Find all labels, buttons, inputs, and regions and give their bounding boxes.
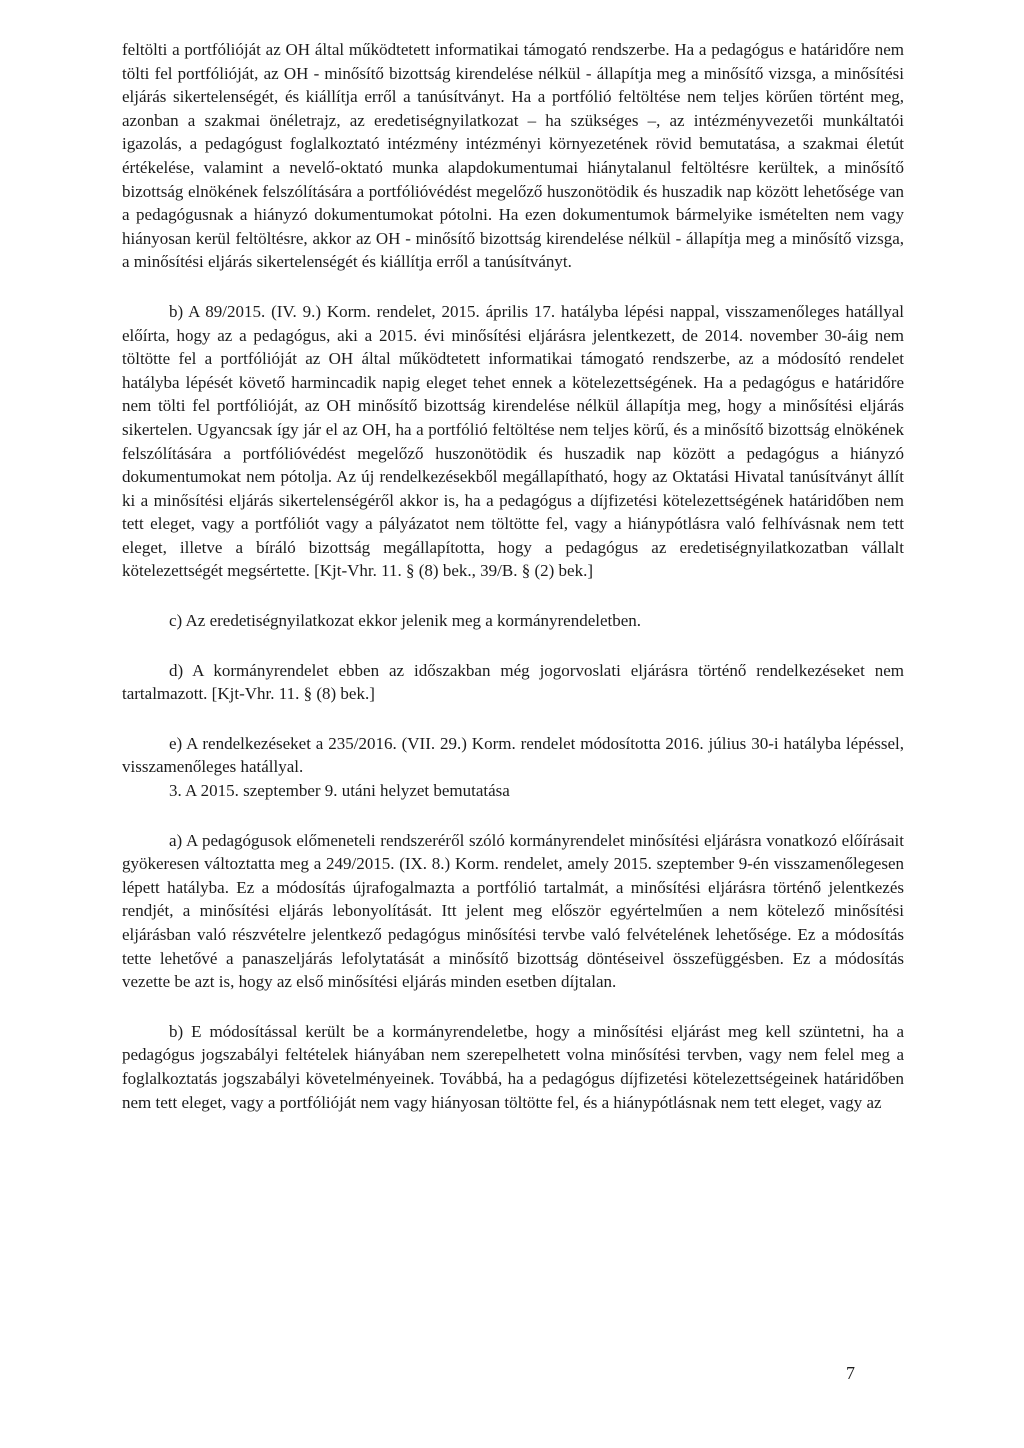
section-heading: 3. A 2015. szeptember 9. utáni helyzet bemutatása xyxy=(169,781,510,801)
section-paragraph-a: a) A pedagógusok előmeneteli rendszeréről szóló kormányrendelet minősítési eljárásra vonatkozó előírásait gyökeresen változtatta meg a 249/2015. (IX. 8.) Korm. rendelet, amely 2015. szeptember 9-én visszamenőlegesen lépett hatályba. Ez a módosítás újrafogalmazta a portfólió tartalmát, a minősítési eljárásra történő jelentkezés rendjét, a minősítési eljárás lebonyolítását. Itt jelent meg először egyértelműen a nem kötelező minősítési eljárásban való részvételre jelentkező pedagógus minősítési tervbe való felvételének lehetősége. Ez a módosítás tette lehetővé a panaszeljárás lefolytatását a minősítő bizottság döntéseivel összefüggésben. Ez a módosítás vezette be azt is, hogy az első minősítési eljárás minden esetben díjtalan. xyxy=(122,830,904,992)
section-paragraph-b: b) E módosítással került be a kormányrendeletbe, hogy a minősítési eljárást meg kell szüntetni, ha a pedagógus jogszabályi feltételek hiányában nem szerepelhetett volna minősítési tervben, vagy nem felel meg a foglalkoztatás jogszabályi követelményeinek. Továbbá, ha a pedagógus díjfizetési kötelezettségeinek határidőben nem tett eleget, vagy a portfólióját nem vagy hiányosan töltötte fel, és a hiánypótlásnak nem tett eleget, vagy az xyxy=(122,1021,904,1112)
document-page xyxy=(122,38,904,1114)
paragraph-c: c) Az eredetiségnyilatkozat ekkor jelenik meg a kormányrendeletben. xyxy=(169,611,642,631)
paragraph-d: d) A kormányrendelet ebben az időszakban még jogorvoslati eljárásra történő rendelkezéseket nem tartalmazott. [Kjt-Vhr. 11. § (8) bek.] xyxy=(122,660,904,704)
page-number: 7 xyxy=(846,1363,855,1383)
paragraph-b: b) A 89/2015. (IV. 9.) Korm. rendelet, 2015. április 17. hatályba lépési nappal, visszamenőleges hatállyal előírta, hogy az a pedagógus, aki a 2015. évi minősítési eljárásra jelentkezett, de 2014. november 30-áig nem töltötte fel a portfólióját az OH által működtetett informatikai támogató rendszerbe, az a módosító rendelet hatályba lépését követő harmincadik napig eleget tehet ennek a kötelezettségének. Ha a pedagógus e határidőre nem tölti fel portfólióját, az OH minősítő bizottság kirendelése nélkül állapítja meg, hogy a minősítési eljárás sikertelen. Ugyancsak így jár el az OH, ha a portfólió feltöltése nem teljes körű, és a minősítő bizottság elnökének felszólítására a portfólióvédést megelőző huszonötödik és huszadik nap között a pedagógus a hiányzó dokumentumokat nem pótolja. Az új rendelkezésekből megállapítható, hogy az Oktatási Hivatal tanúsítványt állít ki a minősítési eljárás sikertelenségéről akkor is, ha a pedagógus a díjfizetési kötelezettségének határidőben nem tett eleget, vagy a portfóliót vagy a pályázatot nem töltötte fel, vagy a hiánypótlásra való felhívásnak nem tett eleget, illetve a bíráló bizottság megállapította, hogy a pedagógus az eredetiségnyilatkozatban vállalt kötelezettségét megsértette. [Kjt-Vhr. 11. § (8) bek., 39/B. § (2) bek.] xyxy=(122,301,904,581)
paragraph-e: e) A rendelkezéseket a 235/2016. (VII. 29.) Korm. rendelet módosította 2016. július 30-i hatályba lépéssel, visszamenőleges hatállyal. xyxy=(122,733,904,777)
paragraph-continuation: feltölti a portfólióját az OH által működtetett informatikai támogató rendszerbe. Ha a pedagógus e határidőre nem tölti fel portfólióját, az OH - minősítő bizottság kirendelése nélkül - állapítja meg a minősítő vizsga, a minősítési eljárás sikertelenségét, és kiállítja erről a tanúsítványt. Ha a portfólió feltöltése nem teljes körűen történt meg, azonban a szakmai önéletrajz, az eredetiségnyilatkozat – ha szükséges –, az intézményvezetői munkáltatói igazolás, a pedagógust foglalkoztató intézmény intézményi környezetének rövid bemutatása, a szakmai életút értékelése, valamint a nevelő-oktató munka alapdokumentumai hiánytalanul feltöltésre kerültek, a minősítő bizottság elnökének felszólítására a portfólióvédést megelőző huszonötödik és huszadik nap között lehetősége van a pedagógusnak a hiányzó dokumentumokat pótolni. Ha ezen dokumentumok bármelyike ismételten nem vagy hiányosan kerül feltöltésre, akkor az OH - minősítő bizottság kirendelése nélkül - állapítja meg a minősítő vizsga, a minősítési eljárás sikertelenségét és kiállítja erről a tanúsítványt. xyxy=(122,40,904,272)
